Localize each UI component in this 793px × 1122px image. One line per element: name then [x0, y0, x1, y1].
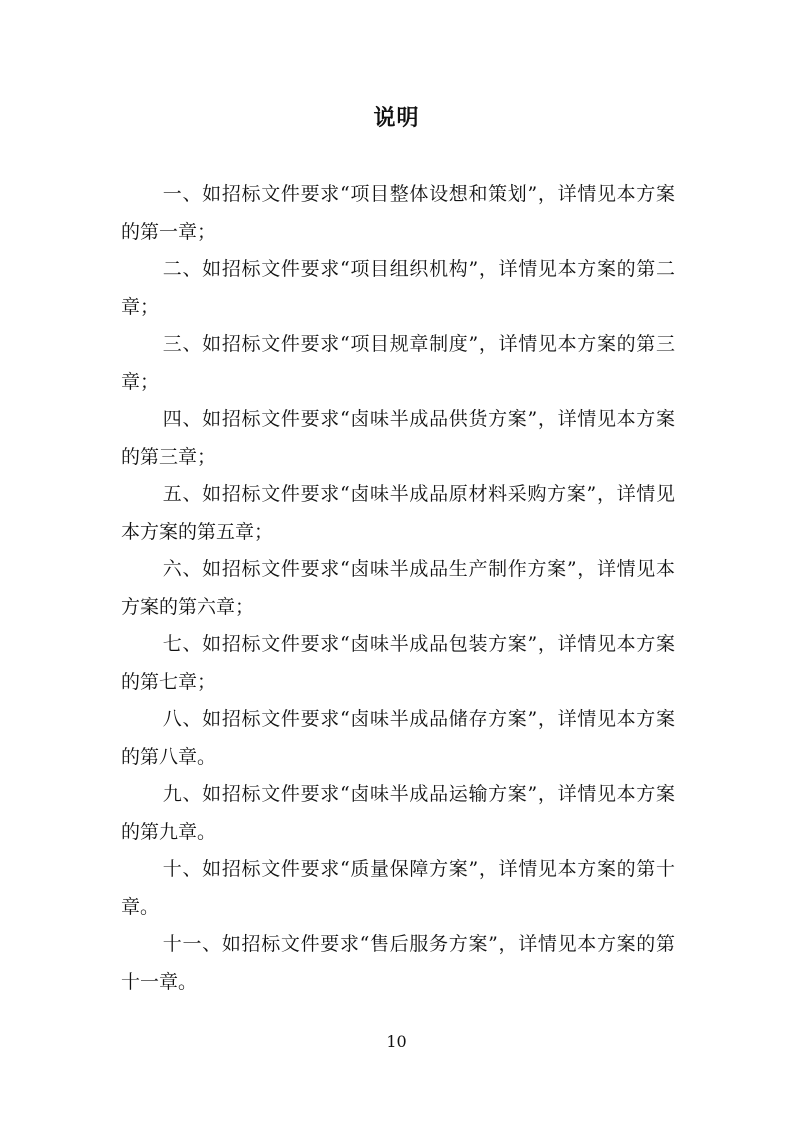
paragraph-7: 七、如招标文件要求“卤味半成品包装方案”，详情见本方案的第七章； [121, 633, 675, 693]
page-title: 说明 [373, 105, 420, 131]
paragraph-5: 五、如招标文件要求“卤味半成品原材料采购方案”，详情见本方案的第五章； [121, 483, 675, 543]
paragraph-2: 二、如招标文件要求“项目组织机构”，详情见本方案的第二章； [121, 258, 675, 318]
paragraph-9: 九、如招标文件要求“卤味半成品运输方案”，详情见本方案的第九章。 [121, 783, 675, 843]
paragraph-11: 十一、如招标文件要求“售后服务方案”，详情见本方案的第十一章。 [121, 933, 675, 993]
body-text [121, 176, 675, 1001]
paragraph-10: 十、如招标文件要求“质量保障方案”，详情见本方案的第十章。 [121, 858, 675, 918]
paragraph-6: 六、如招标文件要求“卤味半成品生产制作方案”，详情见本方案的第六章； [121, 558, 675, 618]
page-number: 10 [386, 1032, 407, 1051]
paragraph-8: 八、如招标文件要求“卤味半成品储存方案”，详情见本方案的第八章。 [121, 708, 675, 768]
paragraph-1: 一、如招标文件要求“项目整体设想和策划”，详情见本方案的第一章； [121, 183, 675, 243]
paragraph-4: 四、如招标文件要求“卤味半成品供货方案”，详情见本方案的第三章； [121, 408, 675, 468]
paragraph-3: 三、如招标文件要求“项目规章制度”，详情见本方案的第三章； [121, 333, 675, 393]
